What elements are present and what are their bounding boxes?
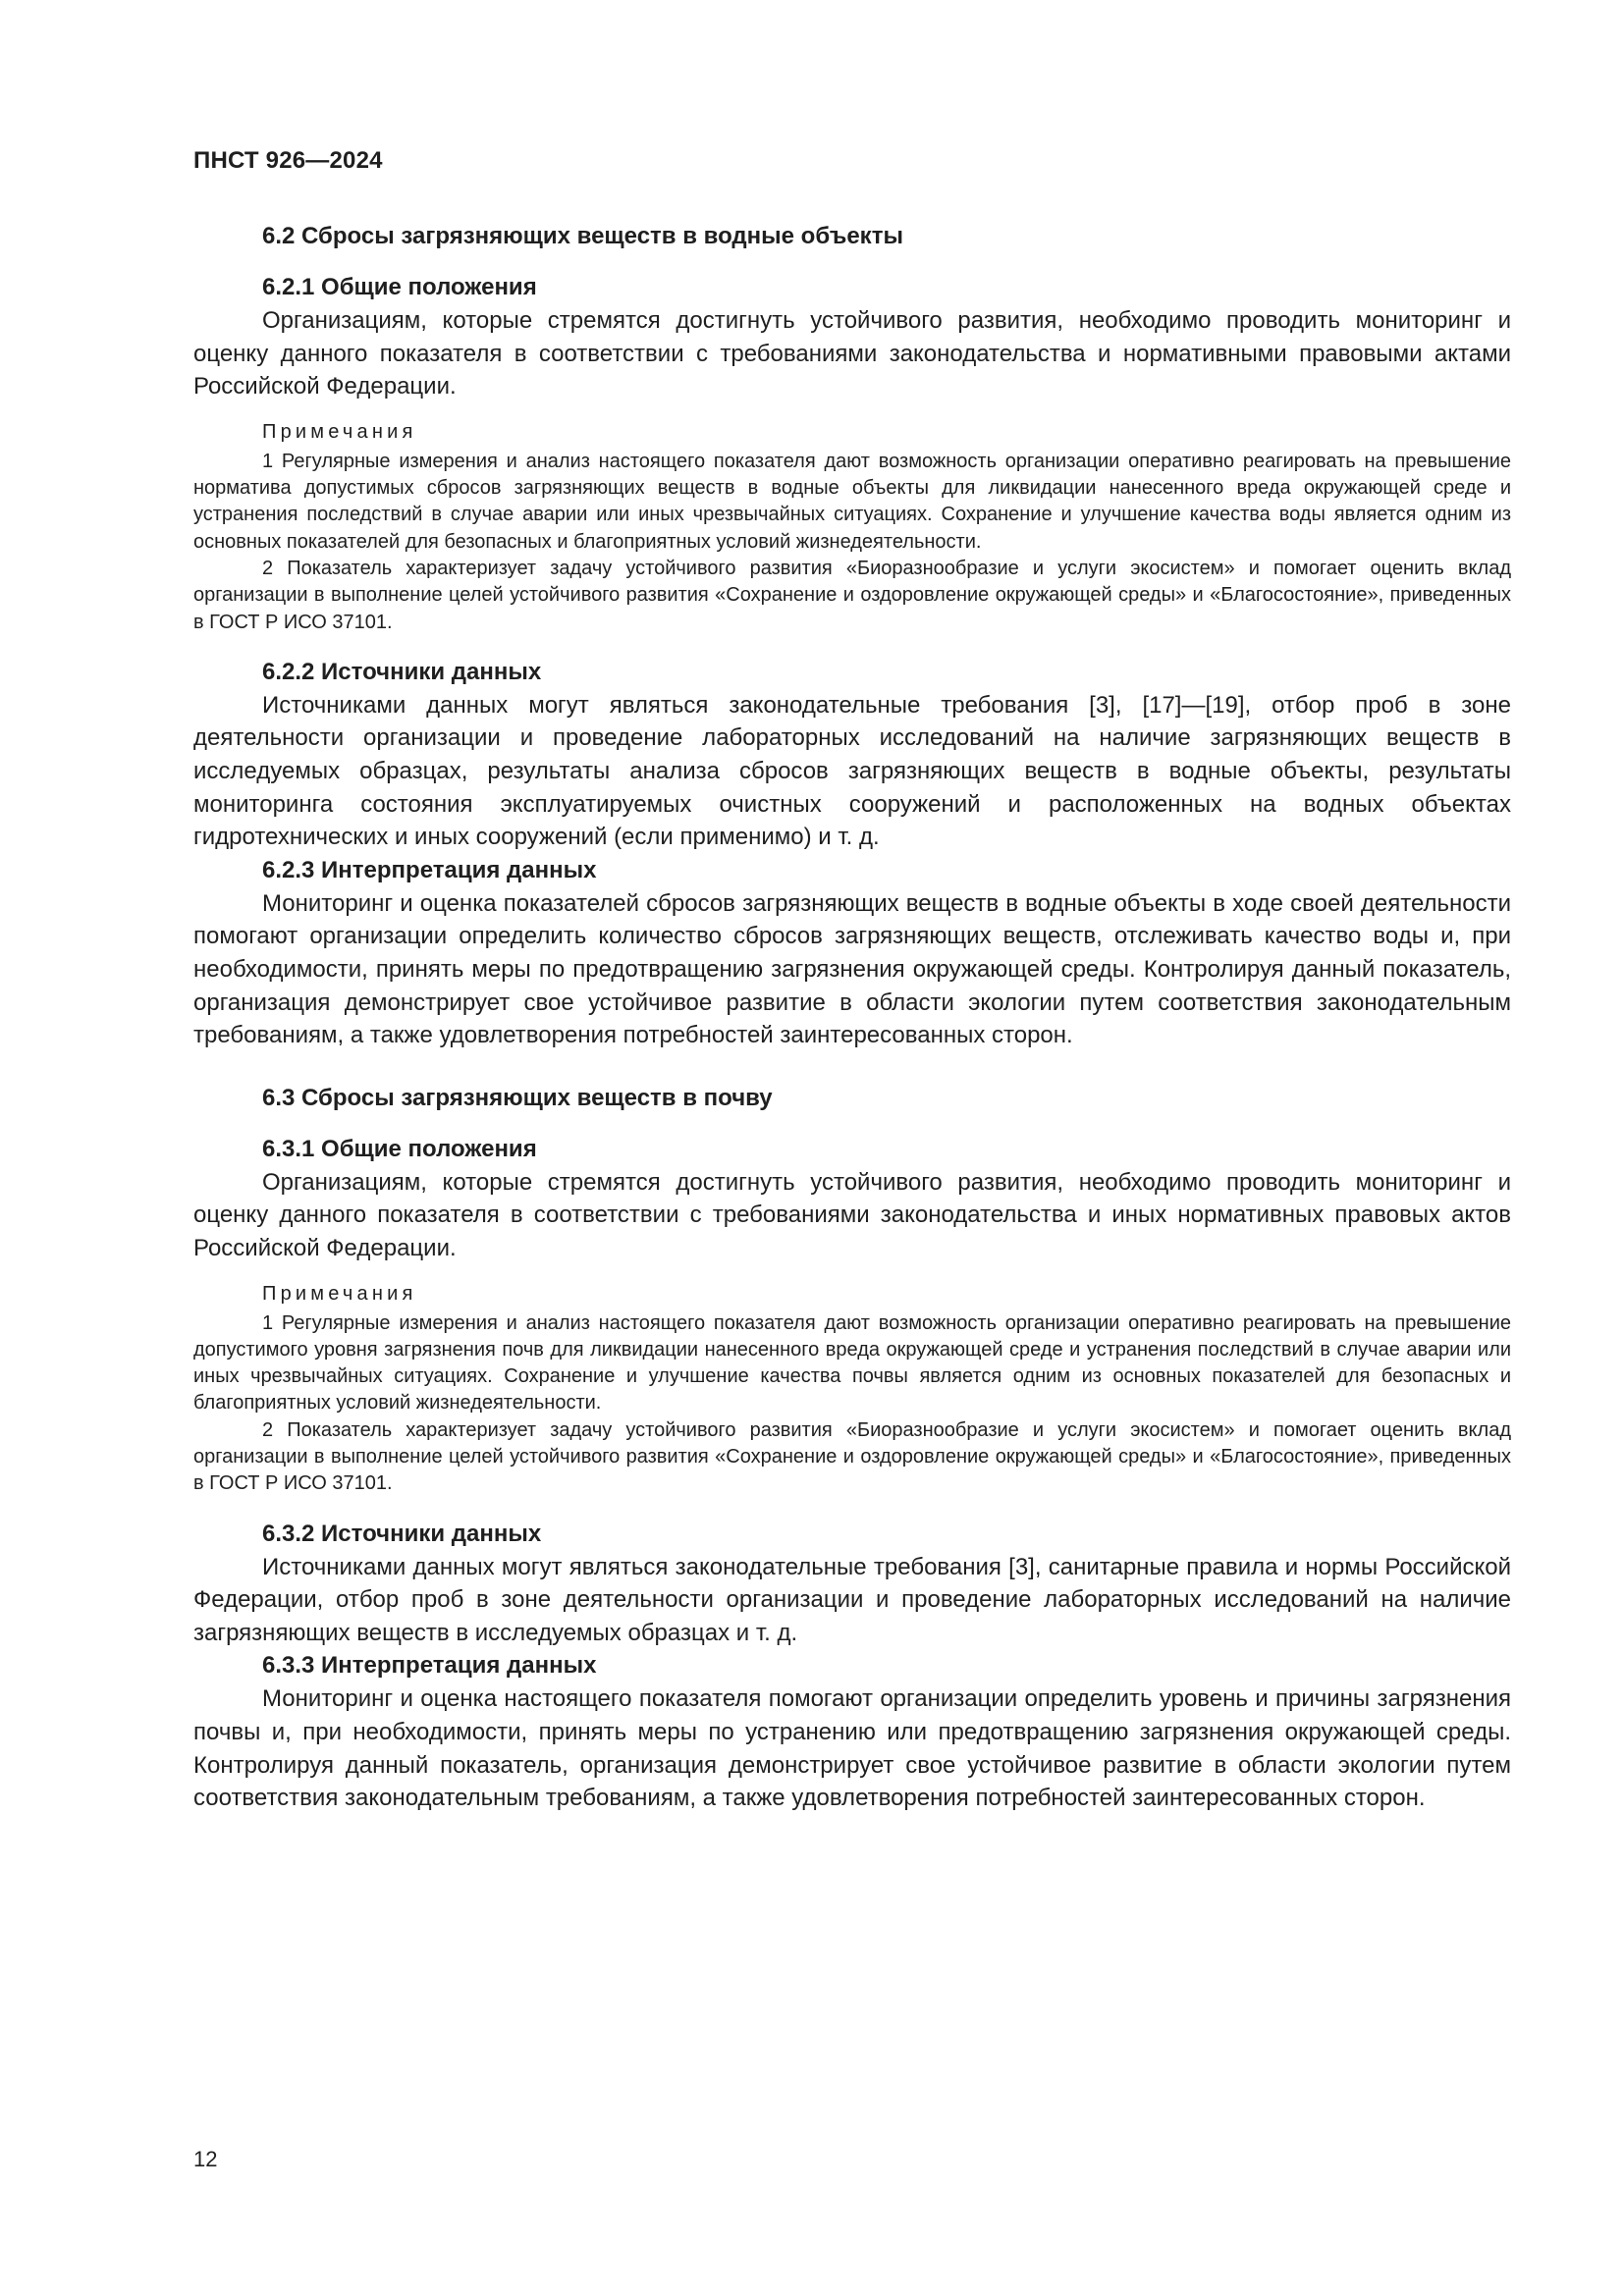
subsection-heading: 6.2.3 Интерпретация данных bbox=[262, 856, 597, 883]
notes-block bbox=[193, 1279, 1511, 1498]
section-6-3 bbox=[193, 1082, 1511, 1815]
subsection-heading: 6.2.1 Общие положения bbox=[262, 274, 537, 300]
note-item: 2 Показатель характеризует задачу устойчивого развития «Биоразнообразие и услуги экосистем» и помогает оценить вклад организации в выполнение целей устойчивого развития «Сохранение и оздоровление окружающей среды» и «Благосостояние», приведенных в ГОСТ Р ИСО 37101. bbox=[193, 1418, 1511, 1495]
subsection-heading: 6.3.1 Общие положения bbox=[262, 1135, 537, 1162]
paragraph: Организациям, которые стремятся достигнуть устойчивого развития, необходимо проводить мониторинг и оценку данного показателя в соответствии с требованиями законодательства и нормативными правовыми актами Российской Федерации. bbox=[193, 307, 1511, 400]
paragraph: Источниками данных могут являться законодательные требования [3], санитарные правила и нормы Российской Федерации, отбор проб в зоне деятельности организации и проведение лабораторных исследований на наличие загрязняющих веществ в исследуемых образцах и т. д. bbox=[193, 1553, 1511, 1646]
page-number: 12 bbox=[193, 2147, 218, 2171]
page-content bbox=[193, 220, 1511, 1815]
section-6-2 bbox=[193, 220, 1511, 1052]
notes-title: Примечания bbox=[262, 420, 417, 443]
paragraph: Мониторинг и оценка настоящего показателя помогают организации определить уровень и причины загрязнения почвы и, при необходимости, принять меры по устранению или предотвращению загрязнения окружающей среды. Контролируя данный показатель, организация демонстрирует свое устойчивое развитие в области экологии путем соответствия законодательным требованиям, а также удовлетворения потребностей заинтересованных сторон. bbox=[193, 1685, 1511, 1812]
note-item: 2 Показатель характеризует задачу устойчивого развития «Биоразнообразие и услуги экосистем» и помогает оценить вклад организации в выполнение целей устойчивого развития «Сохранение и оздоровление окружающей среды» и «Благосостояние», приведенных в ГОСТ Р ИСО 37101. bbox=[193, 557, 1511, 633]
notes-block bbox=[193, 417, 1511, 636]
subsection-heading: 6.2.2 Источники данных bbox=[262, 658, 542, 685]
paragraph: Мониторинг и оценка показателей сбросов загрязняющих веществ в водные объекты в ходе своей деятельности помогают организации определить количество сбросов загрязняющих веществ, отслеживать качество воды и, при необходимости, принять меры по предотвращению загрязнения окружающей среды. Контролируя данный показатель, организация демонстрирует свое устойчивое развитие в области экологии путем соответствия законодательным требованиям, а также удовлетворения потребностей заинтересованных сторон. bbox=[193, 889, 1511, 1049]
note-item: 1 Регулярные измерения и анализ настоящего показателя дают возможность организации оперативно реагировать на превышение допустимого уровня загрязнения почв для ликвидации нанесенного вреда окружающей среде и устранения последствий в случае аварии или иных чрезвычайных ситуациях. Сохранение и улучшение качества почвы является одним из основных показателей для безопасных и благоприятных условий жизнедеятельности. bbox=[193, 1311, 1511, 1415]
subsection-heading: 6.3.3 Интерпретация данных bbox=[262, 1652, 597, 1680]
document-code: ПНСТ 926—2024 bbox=[193, 147, 383, 174]
section-heading: 6.2 Сбросы загрязняющих веществ в водные объекты bbox=[262, 223, 903, 249]
note-item: 1 Регулярные измерения и анализ настоящего показателя дают возможность организации оперативно реагировать на превышение норматива допустимых сбросов загрязняющих веществ в водные объекты для ликвидации нанесенного вреда окружающей среде и устранения последствий в случае аварии или иных чрезвычайных ситуациях. Сохранение и улучшение качества воды является одним из основных показателей для безопасных и благоприятных условий жизнедеятельности. bbox=[193, 450, 1511, 553]
paragraph: Источниками данных могут являться законодательные требования [3], [17]—[19], отбор проб в зоне деятельности организации и проведение лабораторных исследований на наличие загрязняющих веществ в исследуемых образцах, результаты анализа сбросов загрязняющих веществ в водные объекты, результаты мониторинга состояния эксплуатируемых очистных сооружений и расположенных на водных объектах гидротехнических и иных сооружений (если применимо) и т. д. bbox=[193, 691, 1511, 851]
subsection-heading: 6.3.2 Источники данных bbox=[262, 1520, 542, 1547]
section-heading: 6.3 Сбросы загрязняющих веществ в почву bbox=[262, 1084, 773, 1111]
paragraph: Организациям, которые стремятся достигнуть устойчивого развития, необходимо проводить мониторинг и оценку данного показателя в соответствии с требованиями законодательства и иных нормативных правовых актов Российской Федерации. bbox=[193, 1168, 1511, 1261]
notes-title: Примечания bbox=[262, 1282, 417, 1305]
